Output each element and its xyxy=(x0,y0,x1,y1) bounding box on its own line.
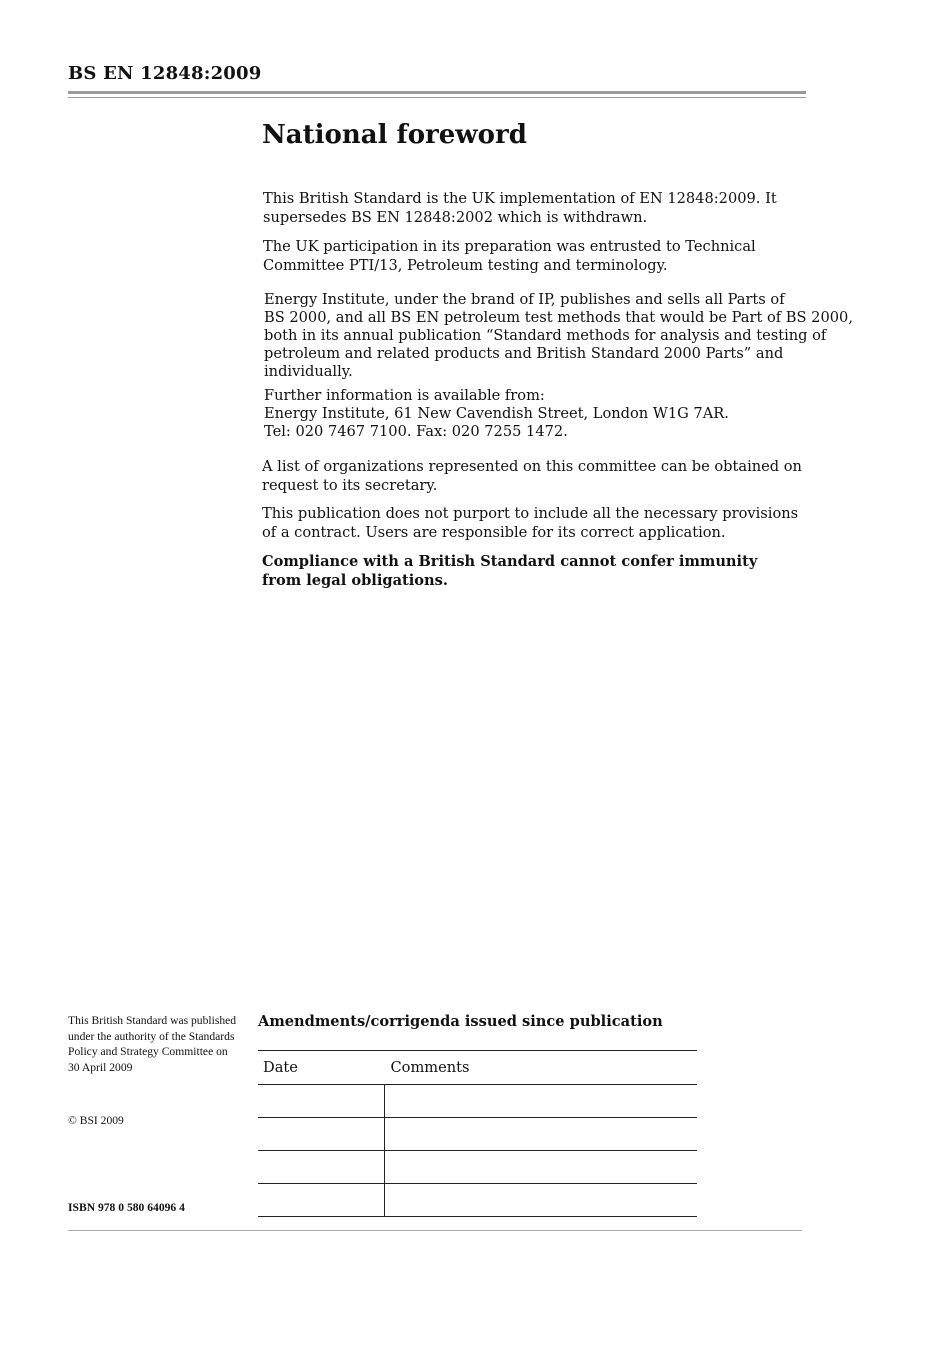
comments-cell xyxy=(385,1184,698,1217)
comments-cell xyxy=(385,1085,698,1118)
text-line: Energy Institute, under the brand of IP, publishes and sells all Parts of xyxy=(264,291,785,308)
paragraph-contract-disclaimer: This publication does not purport to include all the necessary provisions of a contract. Users are responsible for its correct application. xyxy=(262,505,799,541)
page-title: National foreword xyxy=(262,120,527,150)
date-cell xyxy=(258,1118,385,1151)
amendments-title: Amendments/corrigenda issued since publication xyxy=(258,1013,663,1030)
paragraph-committee-list: A list of organizations represented on this committee can be obtained on request to its secretary. xyxy=(262,458,802,494)
paragraph-participation: The UK participation in its preparation was entrusted to Technical Committee PTI/13, Petroleum testing and terminology. xyxy=(263,238,756,274)
text-line: petroleum and related products and British Standard 2000 Parts” and xyxy=(264,345,784,362)
header-rule xyxy=(68,91,806,94)
date-cell xyxy=(258,1151,385,1184)
date-cell xyxy=(258,1085,385,1118)
paragraph-energy-institute xyxy=(264,291,864,381)
table-header-row xyxy=(258,1051,697,1085)
date-cell xyxy=(258,1184,385,1217)
table-row xyxy=(258,1118,697,1151)
table-row xyxy=(258,1085,697,1118)
table-row xyxy=(258,1151,697,1184)
paragraph-further-information xyxy=(264,387,824,441)
amendments-table xyxy=(258,1050,697,1217)
colophon-publication: This British Standard was published under the authority of the Standards Policy and Strategy Committee on 30 April 2009 xyxy=(68,1014,237,1074)
document-code: BS EN 12848:2009 xyxy=(68,63,262,84)
header-rule-thin xyxy=(68,97,806,98)
paragraph-implementation: This British Standard is the UK implementation of EN 12848:2009. It supersedes BS EN 12848:2002 which is withdrawn. xyxy=(263,190,777,226)
text-line: Further information is available from: xyxy=(264,387,545,404)
comments-cell xyxy=(385,1118,698,1151)
text-line: Energy Institute, 61 New Cavendish Street, London W1G 7AR. xyxy=(264,405,729,422)
footer-rule xyxy=(68,1230,802,1231)
text-line: individually. xyxy=(264,363,353,380)
isbn: ISBN 978 0 580 64096 4 xyxy=(68,1201,185,1214)
comments-cell xyxy=(385,1151,698,1184)
paragraph-compliance-notice: Compliance with a British Standard cannot confer immunity from legal obligations. xyxy=(262,553,758,589)
table-row xyxy=(258,1184,697,1217)
column-header-comments: Comments xyxy=(385,1051,698,1085)
text-line: both in its annual publication “Standard methods for analysis and testing of xyxy=(264,327,827,344)
colophon-copyright: © BSI 2009 xyxy=(68,1114,124,1127)
column-header-date: Date xyxy=(258,1051,385,1085)
text-line: Tel: 020 7467 7100. Fax: 020 7255 1472. xyxy=(264,423,568,440)
text-line: BS 2000, and all BS EN petroleum test methods that would be Part of BS 2000, xyxy=(264,309,853,326)
